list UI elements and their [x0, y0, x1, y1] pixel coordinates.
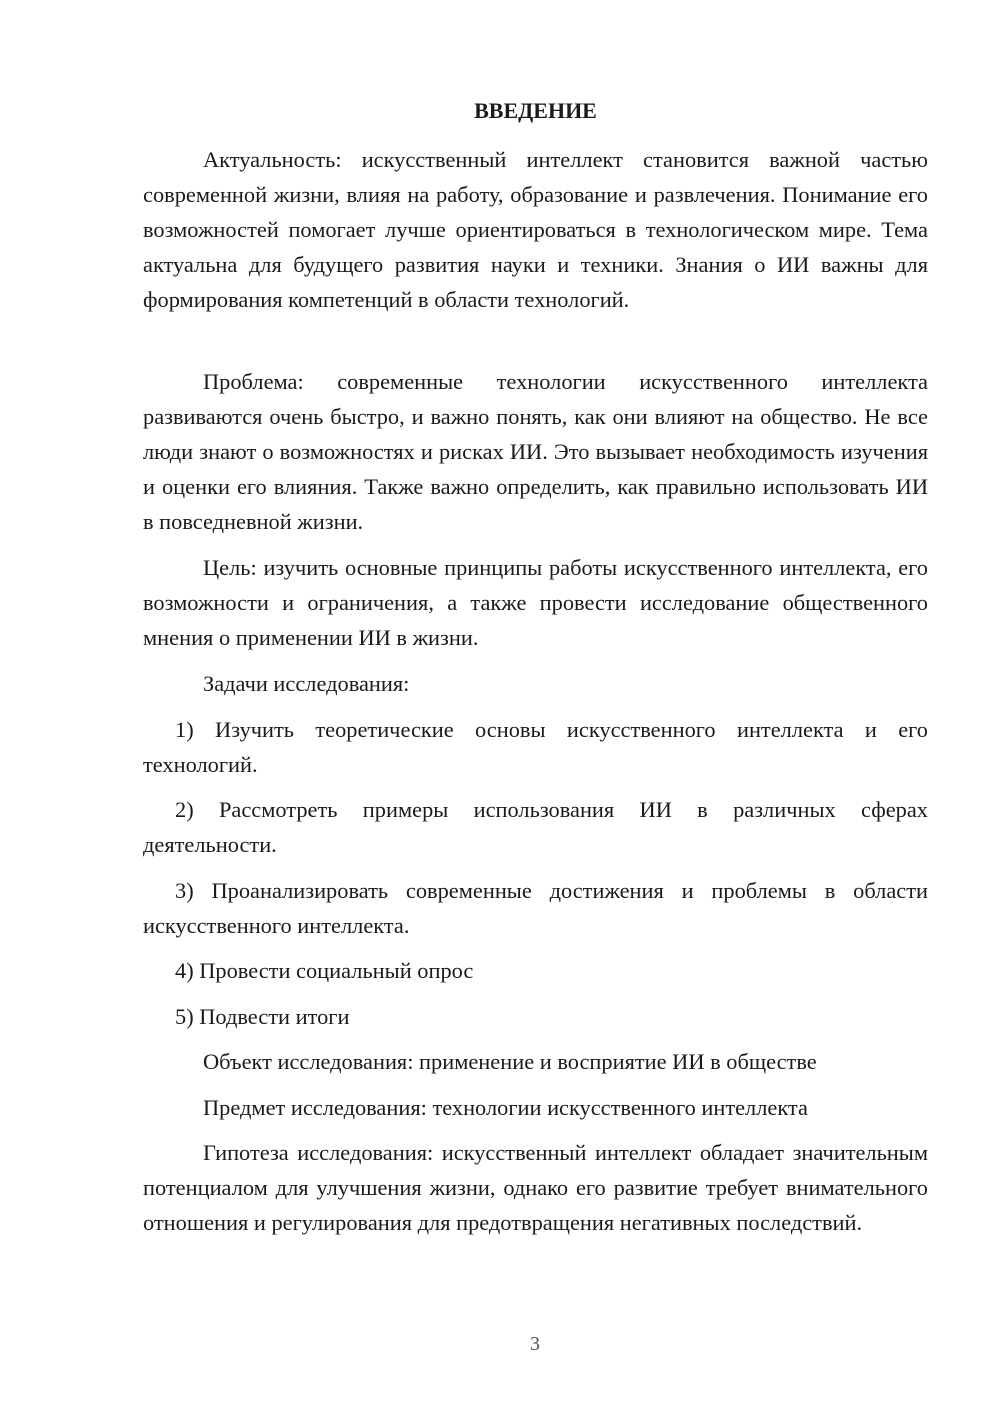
section-title: ВВЕДЕНИЕ	[474, 98, 597, 123]
relevance-paragraph: Актуальность: искусственный интеллект становится важной частью современной жизни, влияя на работу, образование и развлечения. Понимание его возможностей помогает лучше ориентироваться в технологическом мире. Тема актуальна для будущего развития науки и техники. Знания о ИИ важны для формирования компетенций в области технологий.	[143, 147, 928, 312]
task-item-2: 2) Рассмотреть примеры использования ИИ в различных сферах деятельности.	[143, 797, 928, 857]
goal-paragraph: Цель: изучить основные принципы работы искусственного интеллекта, его возможности и ограничения, а также провести исследование общественного мнения о применении ИИ в жизни.	[143, 555, 928, 650]
task-item-5: 5) Подвести итоги	[175, 1004, 350, 1029]
task-item-1: 1) Изучить теоретические основы искусственного интеллекта и его технологий.	[143, 717, 928, 777]
page-number: 3	[530, 1333, 540, 1355]
research-object: Объект исследования: применение и восприятие ИИ в обществе	[203, 1049, 817, 1074]
hypothesis-paragraph: Гипотеза исследования: искусственный интеллект обладает значительным потенциалом для улучшения жизни, однако его развитие требует внимательного отношения и регулирования для предотвращения негативных последствий.	[143, 1140, 928, 1235]
task-item-3: 3) Проанализировать современные достижения и проблемы в области искусственного интеллекта.	[143, 878, 928, 938]
problem-paragraph: Проблема: современные технологии искусственного интеллекта развиваются очень быстро, и важно понять, как они влияют на общество. Не все люди знают о возможностях и рисках ИИ. Это вызывает необходимость изучения и оценки его влияния. Также важно определить, как правильно использовать ИИ в повседневной жизни.	[143, 369, 928, 534]
task-item-4: 4) Провести социальный опрос	[175, 958, 474, 983]
tasks-heading: Задачи исследования:	[203, 671, 410, 696]
research-subject: Предмет исследования: технологии искусственного интеллекта	[203, 1095, 808, 1120]
